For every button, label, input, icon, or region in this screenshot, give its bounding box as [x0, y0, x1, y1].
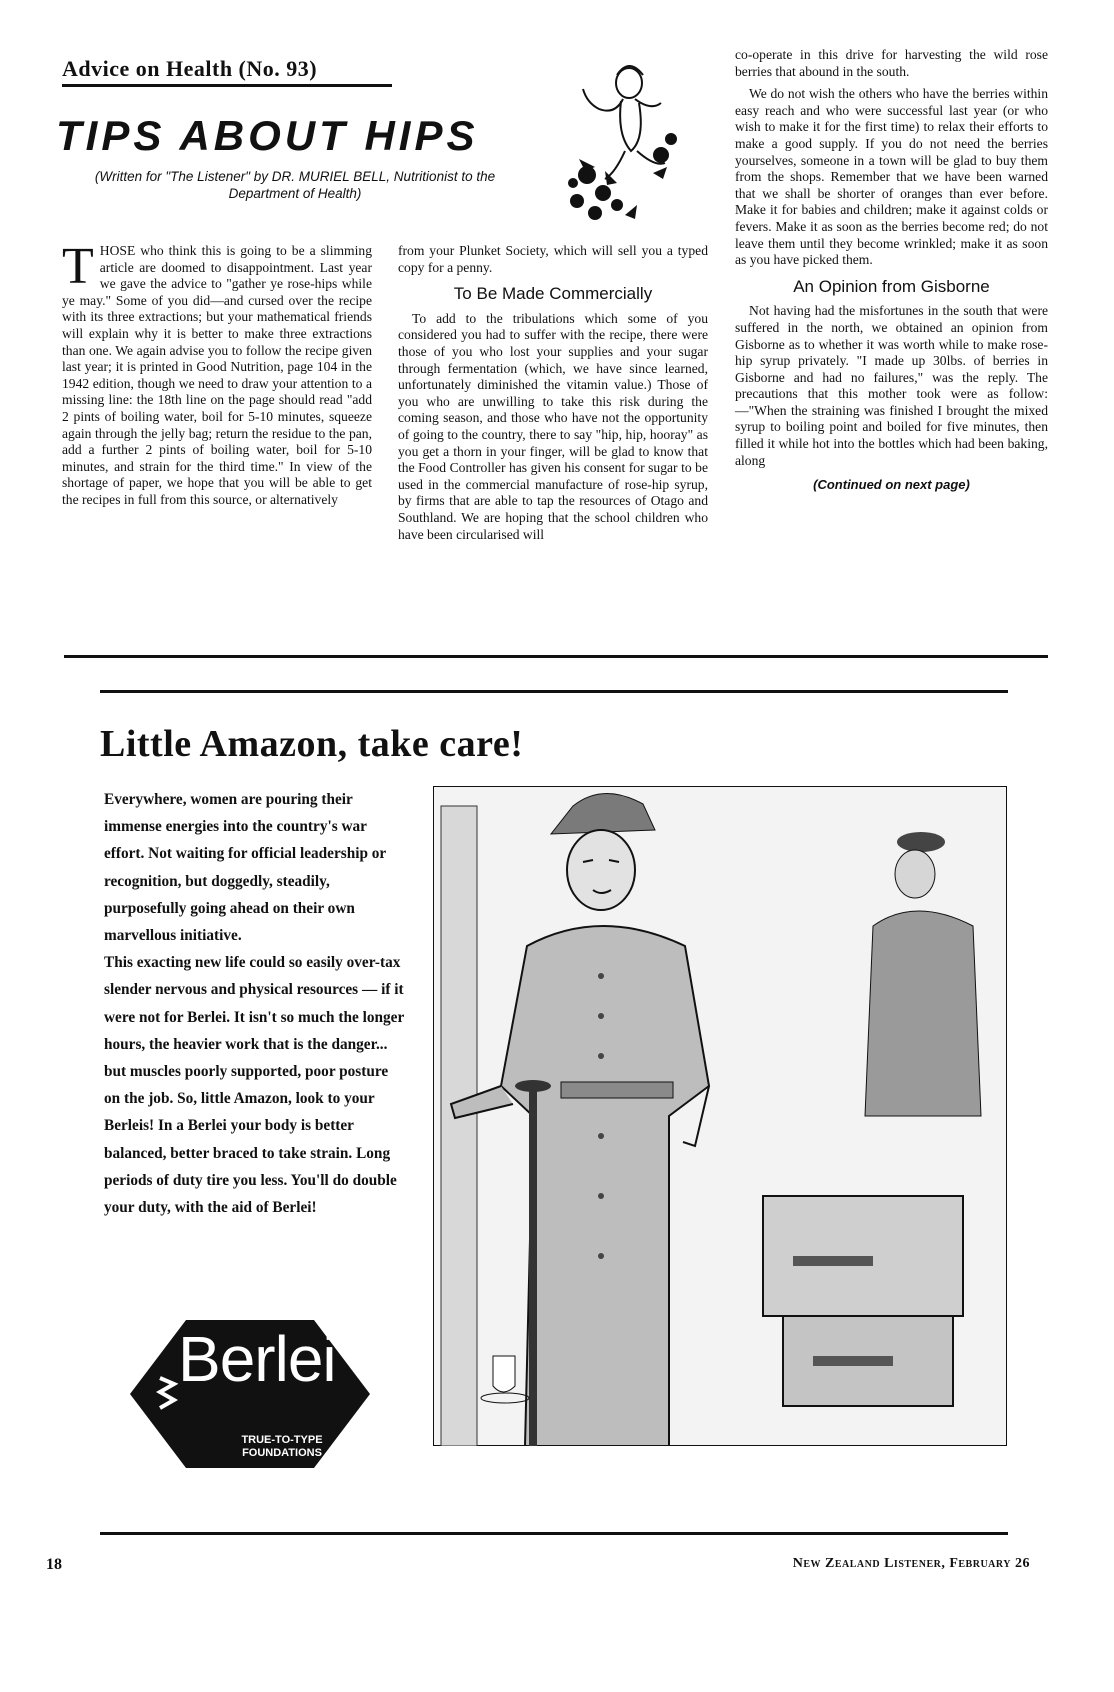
advert-paragraph: This exacting new life could so easily over-tax slender nervous and physical resources — if it were not for Berlei. It isn't so much the longer hours, the heavier work that is the danger... but muscles poorly supported, poor posture on the job. So, little Amazon, look to your Berleis! In a Berlei your body is better balanced, better braced to take strain. Long periods of duty tire you less. You'll do double your duty, with the aid of Berlei! — [104, 954, 404, 1217]
paragraph: HOSE who think this is going to be a slimming article are doomed to disappointment. Last year we gave the advice to "gather ye rose-hips while ye may." Some of you did—and cursed over the recipe with its three extractions; but your mathematical friends will explain why it is better to make three extractions than one. We again advise you to follow the recipe given last year; it is printed in Good Nutrition, page 104 in the 1942 edition, though we need to draw your attention to a missing line: the 18th line on the page should read "add 2 pints of boiling water, boil for 5-10 minutes, squeeze again through the jelly bag; return the residue to the pan, add a further 2 pints of boiling water, boil for 5-10 minutes, and strain for the third time." In view of the shortage of paper, we hope that you will be able to get the recipes in full from this source, or alternatively — [62, 243, 372, 507]
paragraph: Not having had the misfortunes in the south that were suffered in the north, we obtained an opinion from Gisborne as to whether it was worth while to make rose-hip syrup privately. "I made up 30lbs. of berries in Gisborne and had no failures," was the reply. The precautions that this mother took were as follow:—"When the straining was finished I brought the mixed syrup to boiling point and boiled for five minutes, then filled it while hot into the bottles which had been baking, along — [735, 303, 1048, 468]
page-number: 18 — [46, 1556, 62, 1573]
paragraph: from your Plunket Society, which will sell you a typed copy for a penny. — [398, 243, 708, 275]
article-column-2 — [398, 243, 708, 549]
subheading: An Opinion from Gisborne — [793, 276, 990, 296]
article-headline: TIPS ABOUT HIPS — [56, 112, 479, 159]
advert-body — [104, 786, 404, 1221]
berlei-tagline: TRUE-TO-TYPE FOUNDATIONS — [241, 1434, 323, 1459]
uniformed-women-illustration — [433, 786, 1007, 1446]
advert-top-rule — [100, 690, 1008, 693]
article-column-3 — [735, 47, 1048, 494]
woman-with-roses-illustration — [565, 55, 685, 225]
article-end-rule — [64, 655, 1048, 658]
publication-footer: New Zealand Listener, February 26 — [792, 1556, 1030, 1571]
paragraph: co-operate in this drive for harvesting the wild rose berries that abound in the south. — [735, 47, 1048, 79]
advert-headline: Little Amazon, take care! — [100, 723, 524, 765]
article-byline: (Written for "The Listener" by DR. MURIEL BELL, Nutritionist to the Department of Health) — [94, 169, 496, 201]
subheading: To Be Made Commercially — [453, 284, 653, 304]
article-column-1 — [62, 238, 372, 515]
drop-cap: T — [62, 238, 94, 295]
advert-bottom-rule — [100, 1532, 1008, 1535]
berlei-wordmark: Berlei — [178, 1323, 336, 1395]
continued-note: (Continued on next page) — [813, 477, 970, 493]
paragraph: To add to the tribulations which some of you considered you had to suffer with the recipe, there were those of you who lost your supplies and your sugar through fermentation (which, we have since learned, unfortunately diminished the vitamin value.) Those of you who are unwilling to take this risk during the coming season, and those who have not the opportunity of going to the country, there to say "hip, hip, hooray" as you get a thorn in your finger, will be glad to know that the Food Controller has given his consent for sugar to be used in the commercial manufacture of rose-hip syrup, by firms that are able to tap the resources of Otago and Southland. We are hoping that the school children who have been circularised will — [398, 310, 708, 542]
advert-paragraph: Everywhere, women are pouring their immense energies into the country's war effort. Not waiting for official leadership or recognition, but doggedly, steadily, purposefully going ahead on their own marvellous initiative. — [104, 791, 386, 945]
paragraph: We do not wish the others who have the berries within easy reach and who were successful last year (or who wish to make it for the first time) to relax their efforts to make a good supply. If you do not need the berries yourselves, someone in a town will be glad to buy them from the shops. Remember that we have been warned that we shall be shorter of oranges than ever before. Make it for babies and children; make it against colds or fevers. Make it as soon as the berries become red; do not leave them until they become wrinkled; make it as soon as you have picked them. — [735, 86, 1048, 268]
series-title: Advice on Health (No. 93) — [62, 56, 392, 87]
